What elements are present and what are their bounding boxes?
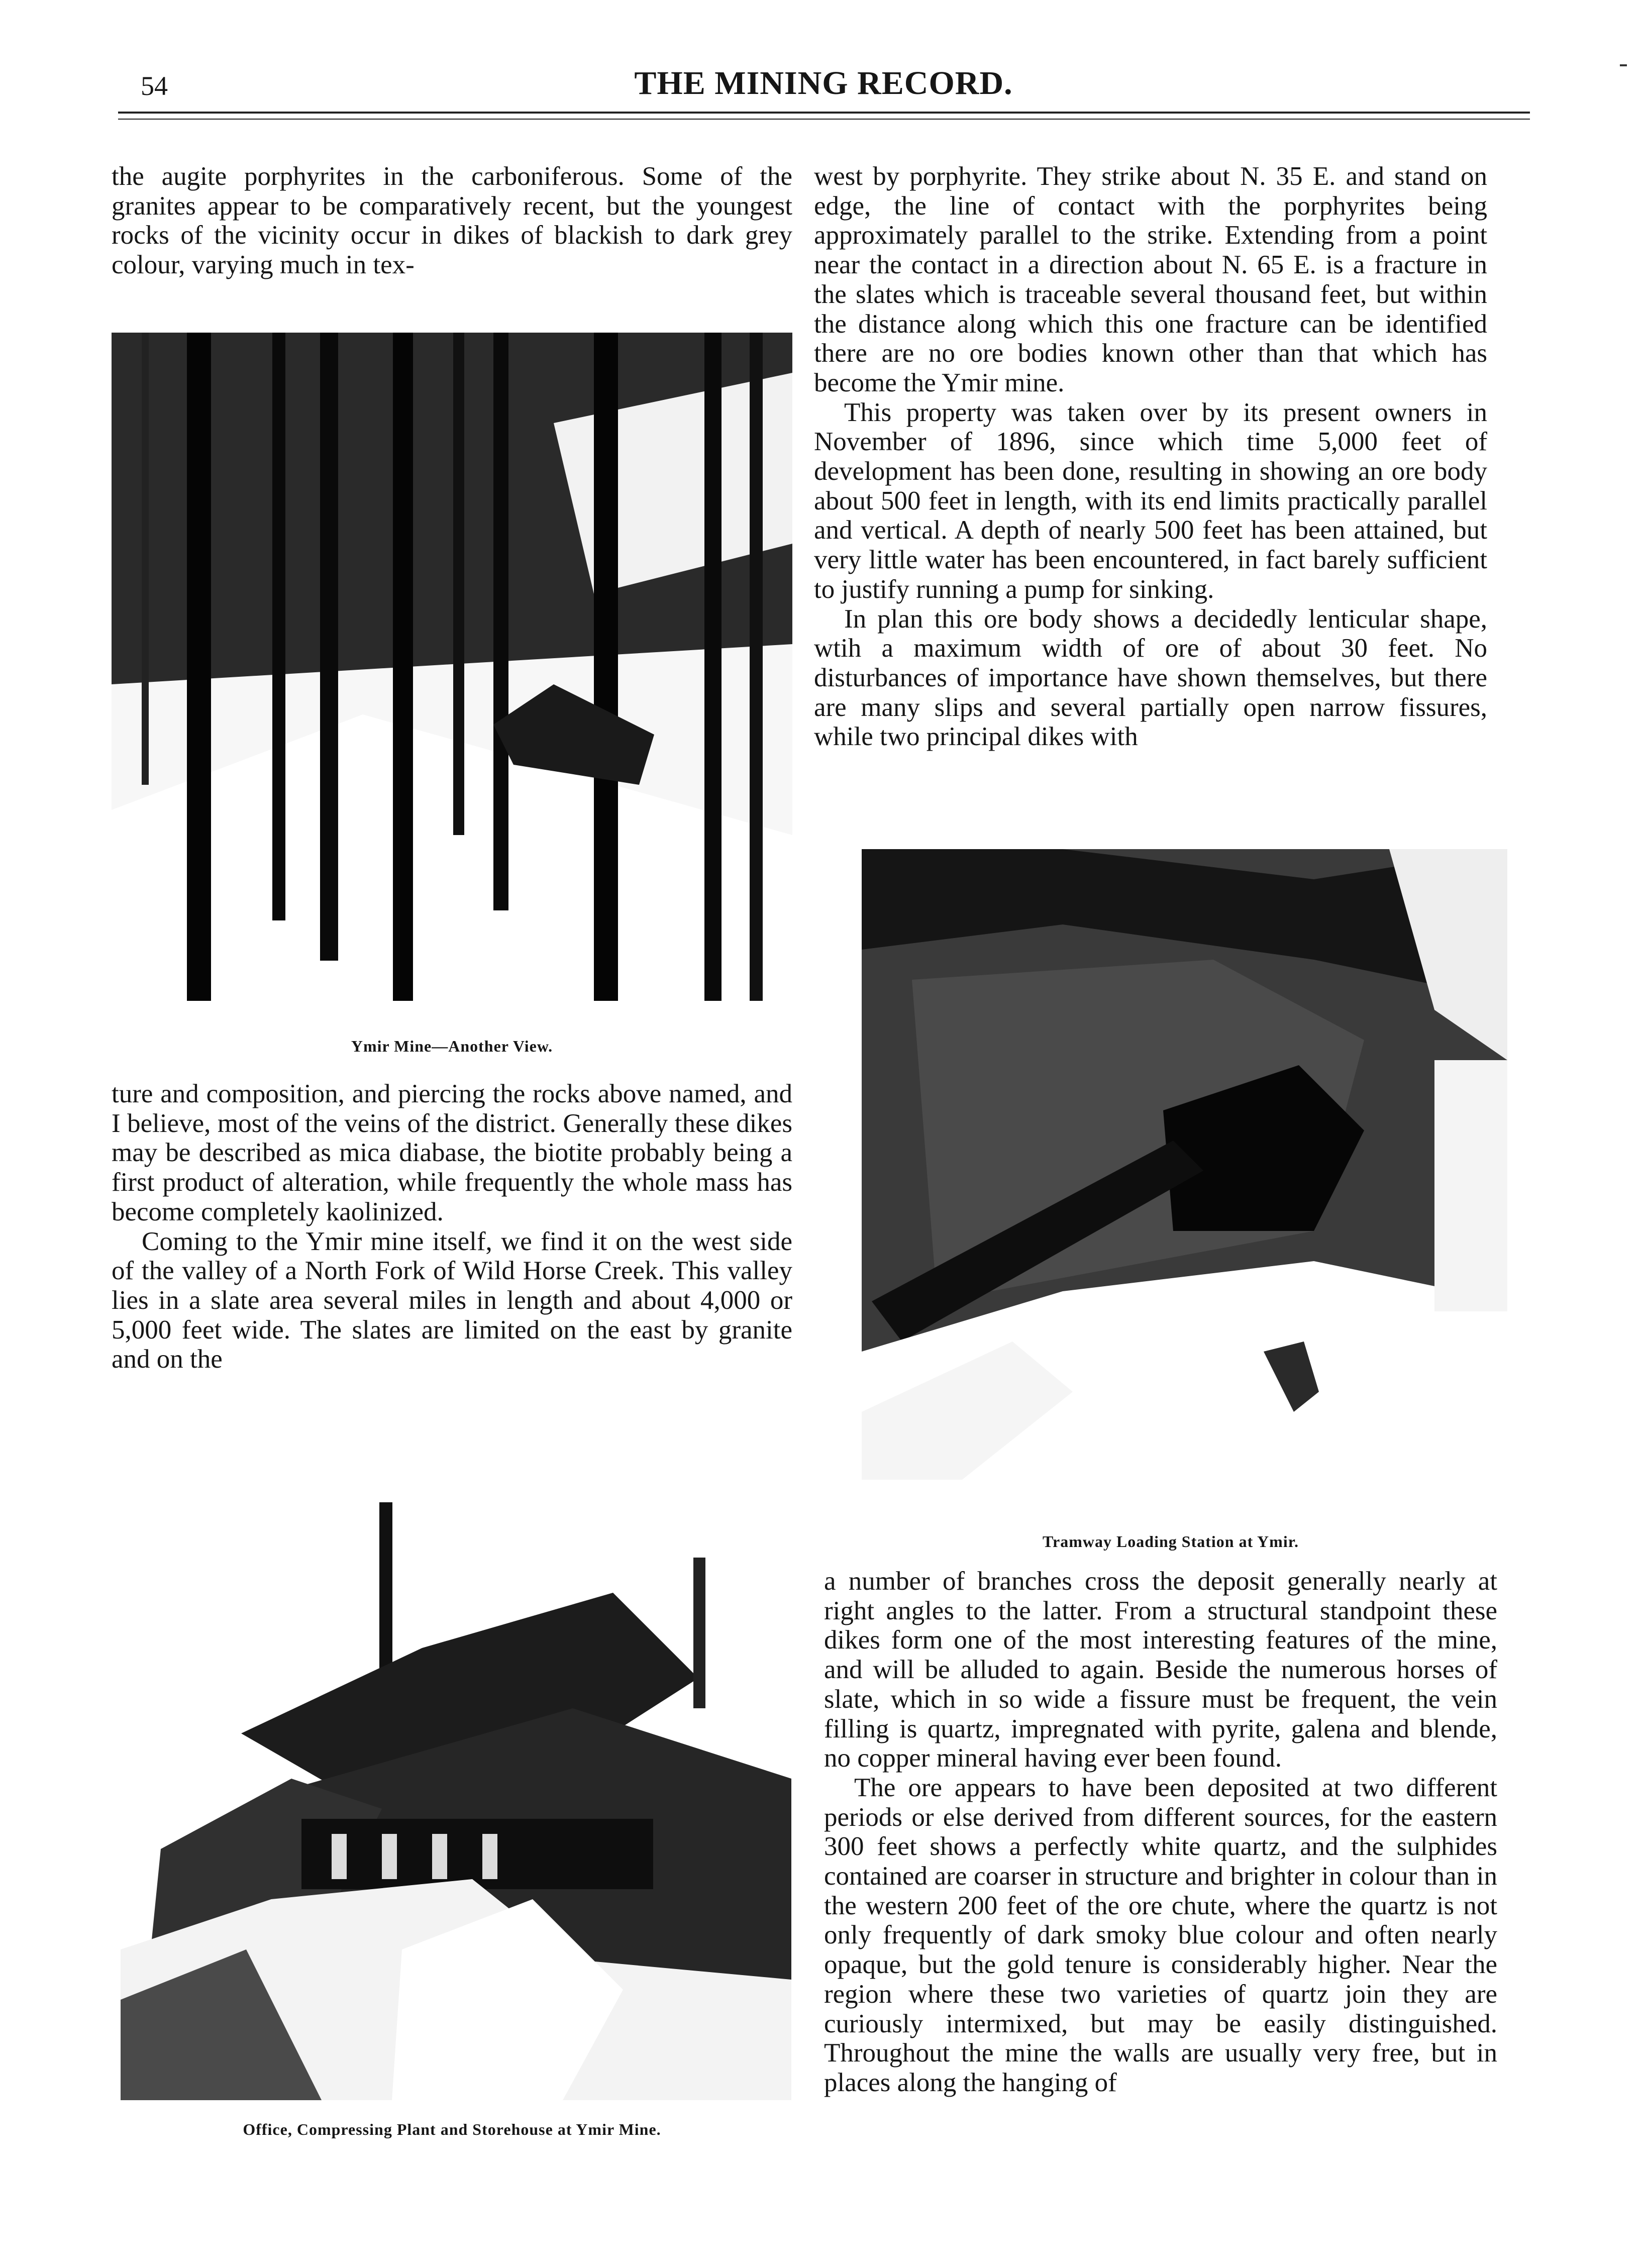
right-column-block-1 <box>814 162 1487 752</box>
left-column-block-1 <box>112 162 792 280</box>
tramway-photo <box>862 849 1507 1480</box>
paragraph: In plan this ore body shows a decidedly lenticular shape, wtih a maximum width of ore of about 30 feet. No disturbances of importance have shown themselves, but there are many slips and several partially open narrow fissures, while two principal dikes with <box>814 604 1487 752</box>
paragraph: Coming to the Ymir mine itself, we find it on the west side of the valley of a North Fork of Wild Horse Creek. This valley lies in a slate area several miles in length and about 4,000 or 5,000 feet wide. The slates are limited on the east by granite and on the <box>112 1226 792 1374</box>
forest-photo <box>112 333 792 1001</box>
paragraph: the augite porphyrites in the carboniferous. Some of the granites appear to be comparatively recent, but the youngest rocks of the vicinity occur in dikes of blackish to dark grey colour, varying much in tex- <box>112 162 792 280</box>
paragraph: west by porphyrite. They strike about N. 35 E. and stand on edge, the line of contact with the porphyrites being approximately parallel to the strike. Extending from a point near the contact in a direction about N. 65 E. is a fracture in the slates which is traceable several thousand feet, but within the distance along which this one fracture can be identified there are no ore bodies known other than that which has become the Ymir mine. <box>814 162 1487 397</box>
paragraph: a number of branches cross the deposit generally nearly at right angles to the latter. From a structural standpoint these dikes form one of the most interesting features of the mine, and will be alluded to again. Beside the numerous horses of slate, which in so wide a fissure must be frequent, the vein filling is quartz, impregnated with pyrite, galena and blende, no copper mineral having ever been found. <box>824 1567 1497 1773</box>
page-number: 54 <box>141 71 168 101</box>
header-rule-top <box>118 112 1530 114</box>
figure-caption-2: Tramway Loading Station at Ymir. <box>1043 1532 1299 1551</box>
running-head: THE MINING RECORD. <box>634 65 1013 101</box>
paragraph: ture and composition, and piercing the rocks above named, and I believe, most of the veins of the district. Generally these dikes may be described as mica diabase, the biotite probably being a first product of alteration, while frequently the whole mass has become completely kaolinized. <box>112 1079 792 1226</box>
header-rule-bottom <box>118 119 1530 120</box>
figure-caption-3: Office, Compressing Plant and Storehouse at Ymir Mine. <box>243 2120 661 2138</box>
photo-office-compressing-plant <box>121 1497 791 2100</box>
paragraph: This property was taken over by its present owners in November of 1896, since which time 5,000 feet of development has been done, resulting in showing an ore body about 500 feet in length, with its end limits practically parallel and vertical. A depth of nearly 500 feet has been attained, but very little water has been encountered, in fact barely sufficient to justify running a pump for sinking. <box>814 397 1487 604</box>
plant-photo <box>121 1497 791 2100</box>
photo-tramway-loading-station <box>862 849 1507 1480</box>
paragraph: The ore appears to have been deposited at two different periods or else derived from different sources, for the eastern 300 feet shows a perfectly white quartz, and the sulphides contained are coarser in structure and brighter in colour than in the western 200 feet of the ore chute, where the quartz is not only frequently of dark smoky blue colour and often nearly opaque, but the gold tenure is considerably higher. Near the region where these two varieties of quartz join they are curiously intermixed, but may be easily distinguished. Throughout the mine the walls are usually very free, but in places along the hanging of <box>824 1773 1497 2097</box>
photo-ymir-mine-view <box>112 333 792 1001</box>
left-column-block-2 <box>112 1079 792 1374</box>
right-column-block-2 <box>824 1567 1497 2098</box>
margin-mark <box>1620 64 1627 66</box>
figure-caption-1: Ymir Mine—Another View. <box>351 1037 553 1055</box>
